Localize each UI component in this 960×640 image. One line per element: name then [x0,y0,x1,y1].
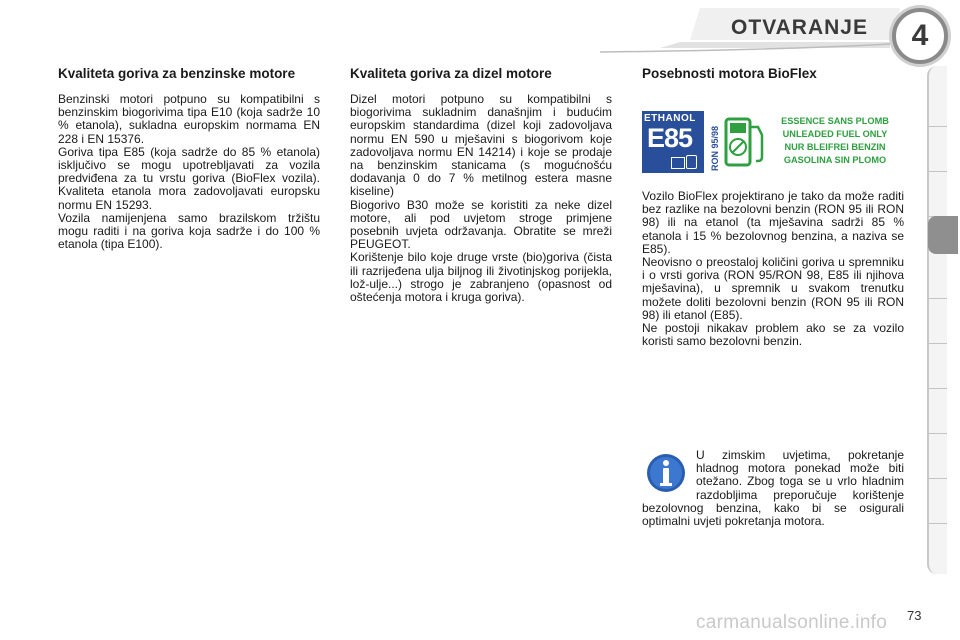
column-diesel-fuel [350,66,612,304]
paragraph: Vozila namijenjena samo brazilskom tržištu mogu raditi i na goriva koja sadrže i do 100 % etanola (tipa E100). [58,210,320,252]
section-title-diesel: Kvaliteta goriva za dizel motore [350,66,552,81]
chapter-tab-active[interactable] [928,216,958,254]
tab-divider [927,478,947,479]
tab-divider [927,433,947,434]
tab-divider [927,298,947,299]
paragraph: Dizel motori potpuno su kompatibilni s biogorivima sukladnim današnjim i budućim europskim standardima (dizel koji zadovoljava normu EN 590 u mješavini s biogorivom koje zadovoljava normu EN 14214) i koje se prodaje na benzinskim stanicama (s mogućnošću dodavanja 0 do 7 % metilnog estera masne kiseline) [350,92,612,199]
tab-divider [927,171,947,172]
fuel-can-icon [686,155,697,169]
unleaded-line: UNLEADED FUEL ONLY [782,129,888,139]
section-body-diesel [350,93,612,304]
tab-divider [927,523,947,524]
column-petrol-fuel [58,66,320,251]
section-body-bioflex [642,190,904,348]
page-number: 73 [907,608,922,623]
paragraph: Korištenje bilo koje druge vrste (bio)goriva (čista ili razrijeđena ulja biljnog ili životinjskog porijekla, lož-ulje...) strogo je zabranjeno (opasnost od oštećenja motora i kruga goriva). [350,250,612,305]
paragraph: Ne postoji nikakav problem ako se za vozilo koristi samo bezolovni benzin. [642,321,904,349]
paragraph: Goriva tipa E85 (koja sadrže do 85 % etanola) isključivo se mogu upotrebljavati za vozila predviđena za tu vrstu goriva (BioFlex vozila). Kvaliteta etanola mora zadovoljavati europsku normu EN 15293. [58,144,320,212]
info-icon-spacer [642,449,696,501]
unleaded-line: NUR BLEIFREI BENZIN [784,142,886,152]
ron-label: RON 95/98 [710,125,720,171]
paragraph: Biogorivo B30 može se koristiti za neke dizel motore, ali pod uvjetom stroge primjene posebnih uvjeta održavanja. Obratite se mreži PEUGEOT. [350,197,612,252]
chapter-header [0,0,960,60]
unleaded-line: GASOLINA SIN PLOMO [783,155,887,165]
ethanol-e85-badge [642,111,704,173]
tab-divider [927,126,947,127]
paragraph: Benzinski motori potpuno su kompatibilni s benzinskim biogorivima tipa E10 (koja sadrže 10 % etanola), sukladna europskim normama EN 228 i EN 15376. [58,92,320,146]
chapter-tab-strip [927,66,947,574]
watermark: carmanualsonline.info [696,612,888,633]
ethanol-label: ETHANOL [644,113,696,124]
unleaded-fuel-text [768,115,902,167]
section-title-petrol: Kvaliteta goriva za benzinske motore [58,66,296,81]
paragraph: Vozilo BioFlex projektirano je tako da može raditi bez razlike na bezolovni benzin (RON 95 ili RON 98) ili na etanol (ta mješavina sadrži 85 % etanola i 15 % bezolovnog benzina, a naziva se E85). [642,189,904,256]
unleaded-line: ESSENCE SANS PLOMB [781,116,889,126]
column-bioflex [642,66,904,93]
chapter-number-badge: 4 [892,8,948,64]
info-note [642,449,904,528]
book-icon [671,157,685,169]
info-note-text: U zimskim uvjetima, pokretanje hladnog motora ponekad može biti otežano. Zbog toga se u vrlo hladnim razdobljima preporučuje korištenje bezolovnog benzina, kako bi se osigurali optimalni uvjeti pokretanja motora. [642,448,904,529]
tab-divider [927,388,947,389]
fuel-cap-label-graphic [642,111,902,173]
chapter-title: OTVARANJE [731,16,868,39]
section-title-bioflex: Posebnosti motora BioFlex [642,66,817,81]
paragraph: Neovisno o preostaloj količini goriva u spremniku i o vrsti goriva (RON 95/RON 98, E85 ili njihova mješavina), u spremnik u svakom trenutku možete doliti bezolovni benzin (RON 95 ili RON 98) ili etanol (E85). [642,255,904,322]
section-body-petrol [58,93,320,251]
fuel-pump-icon [724,115,766,169]
tab-divider [927,343,947,344]
e85-label: E85 [647,123,693,153]
